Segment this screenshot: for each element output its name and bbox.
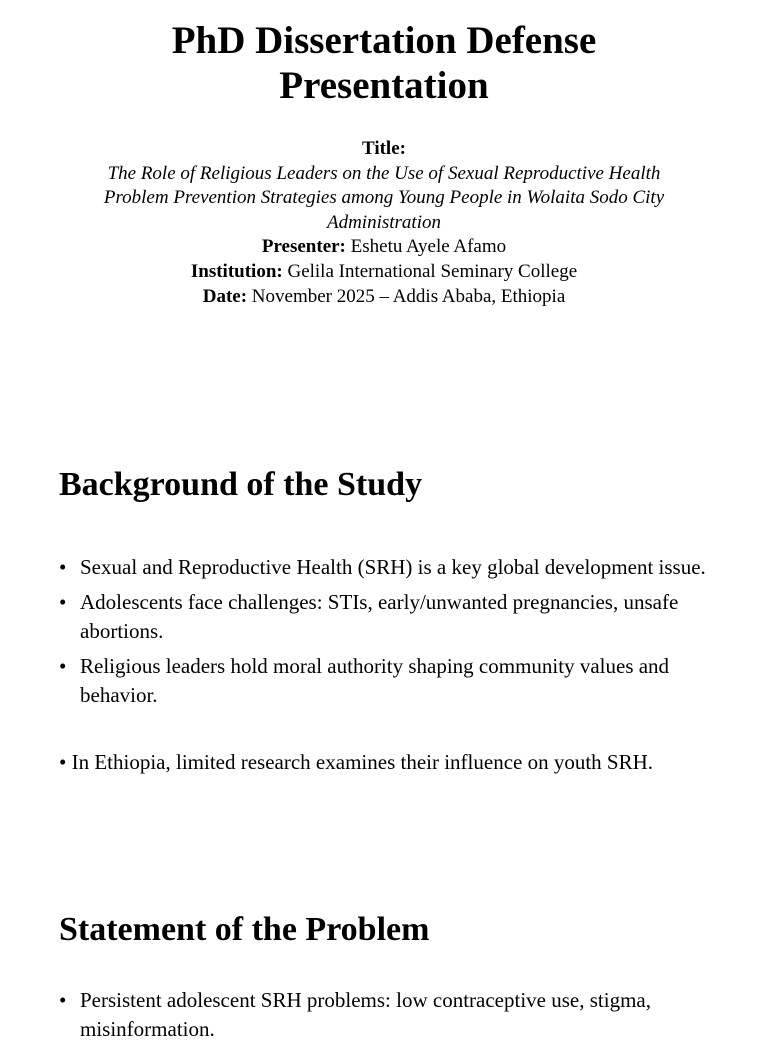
institution-label: Institution: [190, 260, 283, 282]
date-label: Date: [202, 285, 248, 307]
bullet-icon: • [59, 988, 67, 1012]
thesis-title: The Role of Religious Leaders on the Use of Sexual Reproductive Health Problem Prevention Strategies among Young People in Wolaita Sodo City Administration [103, 162, 665, 233]
presenter-name: Eshetu Ayele Afamo [350, 236, 507, 258]
list-item [59, 652, 729, 710]
background-ethiopia-line: • In Ethiopia, limited research examines their influence on youth SRH. [59, 750, 654, 774]
presenter-line [0, 235, 768, 260]
bullet-text: Sexual and Reproductive Health (SRH) is a key global development issue. [80, 555, 706, 579]
date-value: November 2025 – Addis Ababa, Ethiopia [251, 285, 566, 307]
problem-heading: Statement of the Problem [59, 911, 430, 948]
background-heading: Background of the Study [59, 466, 423, 503]
bullet-text: Religious leaders hold moral authority shaping community values and behavior. [80, 654, 670, 707]
list-item [59, 588, 729, 646]
bullet-icon: • [59, 555, 67, 579]
cover-details [0, 137, 768, 309]
main-title-line-1: PhD Dissertation Defense [171, 19, 597, 62]
background-bullet-list [59, 553, 729, 716]
presenter-label: Presenter: [261, 236, 346, 258]
bullet-icon: • [59, 654, 67, 678]
bullet-text: Persistent adolescent SRH problems: low contraceptive use, stigma, misinformation. [80, 988, 651, 1041]
problem-bullet-list [59, 986, 729, 1050]
title-label: Title: [362, 138, 406, 159]
date-line [0, 285, 768, 310]
list-item [59, 986, 729, 1044]
bullet-text: Adolescents face challenges: STIs, early/unwanted pregnancies, unsafe abortions. [80, 590, 679, 643]
institution-line [0, 260, 768, 285]
main-title-line-2: Presentation [279, 64, 489, 107]
institution-name: Gelila International Seminary College [287, 260, 578, 282]
main-title [0, 18, 768, 108]
bullet-icon: • [59, 590, 67, 614]
list-item [59, 553, 729, 582]
title-label-line [0, 137, 768, 162]
